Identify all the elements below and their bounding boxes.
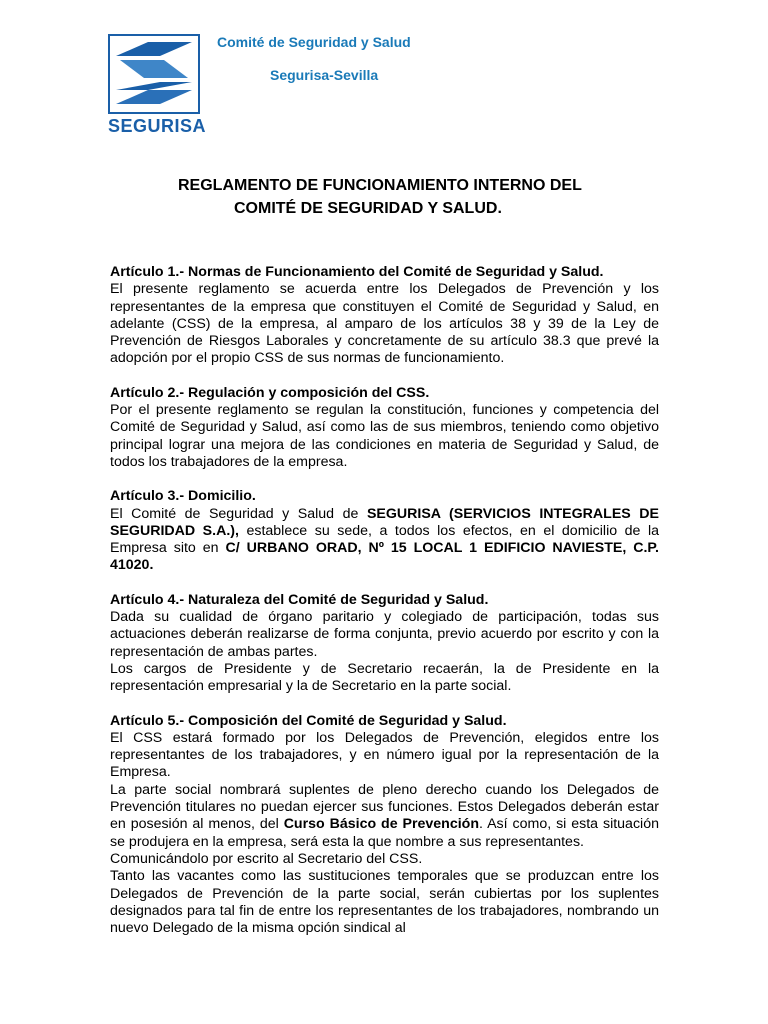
company-address: C/ URBANO ORAD, Nº 15 LOCAL 1 EDIFICIO NAVIESTE, C.P. 41020. — [110, 540, 659, 574]
article-heading: Artículo 1.- Normas de Funcionamiento del Comité de Seguridad y Salud. — [110, 264, 604, 280]
article-paragraph: Dada su cualidad de órgano paritario y colegiado de participación, todas sus actuaciones deberán realizarse de forma conjunta, previo acuerdo por escrito y con la representación de ambas partes. — [110, 609, 659, 660]
article-5 — [110, 713, 659, 938]
article-2 — [110, 385, 659, 471]
title-line-1: REGLAMENTO DE FUNCIONAMIENTO INTERNO DEL — [178, 177, 582, 194]
text-segment: La parte social nombrará suplentes de pleno derecho cuando los Delegados de Prevención titulares no puedan ejercer sus funciones. Estos Delegados deberán estar en posesión al menos, del — [110, 781, 659, 833]
text-segment: establece su sede, a todos los efectos, en el domicilio de la Empresa sito en — [110, 522, 659, 557]
article-paragraph: Por el presente reglamento se regulan la constitución, funciones y competencia del Comité de Seguridad y Salud, así como las de sus miembros, teniendo como objetivo principal lograr una mejora de las condiciones en materia de Seguridad y Salud, de todos los trabajadores de la empresa. — [110, 402, 659, 470]
article-heading: Artículo 2.- Regulación y composición del CSS. — [110, 384, 430, 401]
article-paragraph: El presente reglamento se acuerda entre los Delegados de Prevención y los representantes de la empresa que constituyen el Comité de Seguridad y Salud, en adelante (CSS) de la empresa, al amparo de los artículos 38 y 39 de la Ley de Prevención de Riesgos Laborales y concretamente de su artículo 38.3 que prevé la adopción por el propio CSS de sus normas de funcionamiento. — [110, 281, 659, 367]
article-heading: Artículo 3.- Domicilio. — [110, 488, 256, 505]
course-name: Curso Básico de Prevención — [283, 816, 480, 833]
text-segment: El Comité de Seguridad y Salud de — [110, 505, 367, 522]
article-paragraph: Los cargos de Presidente y de Secretario recaerán, la de Presidente en la representación empresarial y la de Secretario en la parte social. — [110, 660, 659, 695]
committee-name: Comité de Seguridad y Salud — [217, 34, 411, 50]
article-paragraph: Comunicándolo por escrito al Secretario del CSS. — [110, 850, 423, 867]
article-paragraph — [110, 506, 659, 575]
document-title — [178, 174, 658, 220]
article-4 — [110, 592, 659, 696]
text-segment: . Así como, si esta situación se produjera en la empresa, será esta la que nombre a sus representantes. — [110, 816, 659, 850]
document-body — [110, 264, 659, 954]
title-line-2: COMITÉ DE SEGURIDAD Y SALUD. — [234, 200, 502, 217]
article-paragraph: El CSS estará formado por los Delegados de Prevención, elegidos entre los representantes de los trabajadores, y en número igual por la representación de la Empresa. — [110, 729, 659, 781]
logo-text: SEGURISA — [108, 116, 207, 136]
committee-location: Segurisa-Sevilla — [270, 67, 379, 83]
article-paragraph: Tanto las vacantes como las sustituciones temporales que se produzcan entre los Delegados de Prevención de la parte social, serán cubiertas por los suplentes designados para tal fin de entre los representantes de los trabajadores, nombrando un nuevo Delegado de la misma opción sindical al — [110, 868, 659, 937]
article-1 — [110, 264, 659, 368]
segurisa-logo — [108, 34, 207, 138]
company-name: SEGURISA (SERVICIOS INTEGRALES DE SEGURIDAD S.A.), — [110, 505, 659, 539]
article-3 — [110, 488, 659, 574]
article-heading: Artículo 4.- Naturaleza del Comité de Seguridad y Salud. — [110, 591, 489, 608]
article-paragraph — [110, 782, 659, 851]
article-heading: Artículo 5.- Composición del Comité de Seguridad y Salud. — [110, 712, 507, 729]
